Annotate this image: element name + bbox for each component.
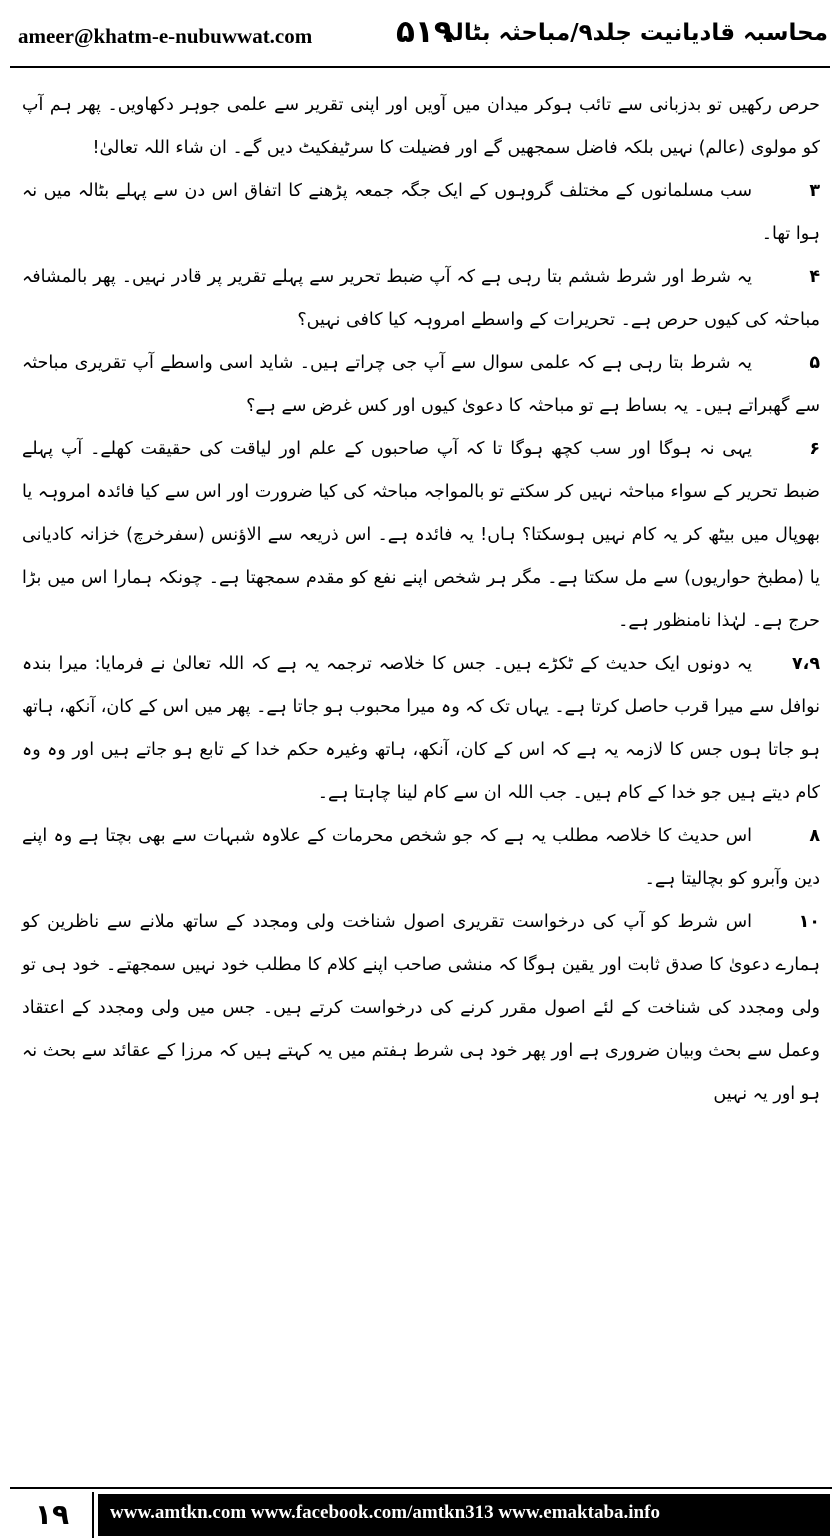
paragraph-text: اس شرط کو آپ کی درخواست تقریری اصول شناخت ولی ومجدد کے ساتھ ملانے سے ناظرین کو ہمارے دعویٰ کا صدق ثابت اور یقین ہوگا کہ منشی صاحب اپنے کلام کا مطلب خود نہیں سمجھتے۔ خود ہی تو ولی ومجدد کی شناخت کے لئے اصول مقرر کرنے کی درخواست کرتے ہیں۔ جس میں ولی ومجدد کے اعتقاد وعمل سے بحث وبیان ضروری ہے اور پھر خود ہی شرط ہفتم میں یہ کہتے ہیں کہ مرزا کے عقائد سے بحث نہ ہو اور یہ نہیں [22,912,820,1104]
paragraph-number: ۷،۹ [791,654,820,674]
paragraph-number: ۶ [809,439,820,459]
header-email: ameer@khatm-e-nubuwwat.com [18,24,313,48]
header-title: محاسبہ قادیانیت جلد۹/مباحثہ بٹالہ [441,20,828,46]
paragraph-number: ۴ [809,267,820,287]
paragraph [22,643,820,815]
header-page-number: ۵۱۹ [396,14,453,50]
footer-divider [10,1487,832,1489]
footer-page-number: ۱۹ [12,1492,94,1538]
paragraph [22,342,820,428]
paragraph-text: یہ شرط اور شرط ششم بتا رہی ہے کہ آپ ضبط تحریر سے پہلے تقریر پر قادر نہیں۔ پھر بالمشافہ مباحثہ کی کیوں حرص ہے۔ تحریرات کے واسطے امروہہ کیا کافی نہیں؟ [22,267,820,330]
header-divider [10,66,830,68]
paragraph-text: یہ شرط بتا رہی ہے کہ علمی سوال سے آپ جی چراتے ہیں۔ شاید اسی واسطے آپ تقریری مباحثہ سے گھبراتے ہیں۔ یہ بساط ہے تو مباحثہ کا دعویٰ کیوں اور کس غرض سے ہے؟ [22,353,820,416]
paragraph [22,901,820,1116]
body-text [22,84,820,1116]
paragraph-text: سب مسلمانوں کے مختلف گروہوں کے ایک جگہ جمعہ پڑھنے کا اتفاق اس دن سے پہلے بٹالہ میں نہ ہوا تھا۔ [22,181,820,244]
paragraph-text: حرص رکھیں تو بدزبانی سے تائب ہوکر میدان میں آویں اور اپنی تقریر سے علمی جوہر دکھاویں۔ پھر ہم آپ کو مولوی (عالم) نہیں بلکہ فاضل سمجھیں گے اور فضیلت کا سرٹیفکیٹ دیں گے۔ ان شاء اللہ تعالیٰ! [22,95,820,158]
paragraph-number: ۵ [809,353,820,373]
paragraph [22,84,820,170]
paragraph-number: ۸ [809,826,820,846]
paragraph-text: یہی نہ ہوگا اور سب کچھ ہوگا تا کہ آپ صاحبوں کے علم اور لیاقت کی حقیقت کھلے۔ آپ پہلے ضبط تحریر کے سواء مباحثہ نہیں کر سکتے تو بالمواجہ مباحثہ کی کیا ضرورت اور اس سے کیا فائدہ امروہہ یا بھوپال میں بیٹھ کر یہ کام نہیں ہوسکتا؟ ہاں! یہ فائدہ ہے۔ اس ذریعہ سے الاؤنس (سفرخرچ) خزانہ کادیانی یا (مطبخ حواریوں) سے مل سکتا ہے۔ مگر ہر شخص اپنے نفع کو مقدم سمجھتا ہے۔ چونکہ ہمارا اس میں بڑا حرج ہے۔ لہٰذا نامنظور ہے۔ [22,439,820,631]
paragraph-number: ۳ [809,181,820,201]
paragraph [22,170,820,256]
paragraph [22,428,820,643]
paragraph [22,815,820,901]
paragraph [22,256,820,342]
paragraph-text: اس حدیث کا خلاصہ مطلب یہ ہے کہ جو شخص محرمات کے علاوہ شبہات سے بھی بچتا ہے وہ اپنے دین وآبرو کو بچالیتا ہے۔ [22,826,820,889]
page-header [10,0,832,68]
paragraph-number: ۱۰ [798,912,820,932]
footer-links: www.amtkn.com www.facebook.com/amtkn313 www.emaktaba.info [110,1502,660,1523]
paragraph-text: یہ دونوں ایک حدیث کے ٹکڑے ہیں۔ جس کا خلاصہ ترجمہ یہ ہے کہ اللہ تعالیٰ نے فرمایا: میرا بندہ نوافل سے میرا قرب حاصل کرتا ہے۔ یہاں تک کہ وہ میرا محبوب ہو جاتا ہے۔ پھر میں اس کے کان، آنکھ، ہاتھ ہو جاتا ہوں جس کا لازمہ یہ ہے کہ اس کے کان، آنکھ، ہاتھ وغیرہ حکم خدا کے تابع ہو جاتے ہیں اور وہ وہ کام دیتے ہیں جو خدا کے کام ہیں۔ جب اللہ ان سے کام لینا چاہتا ہے۔ [22,654,820,803]
